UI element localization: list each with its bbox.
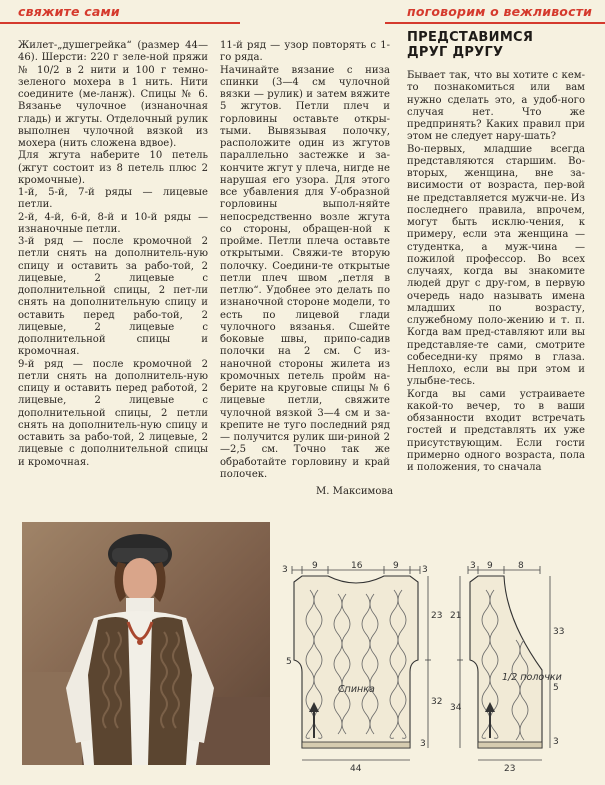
back-dim-top-mid: 16 (351, 561, 363, 571)
knitting-instructions-col1: Жилет-„душегрейка“ (размер 44—46). Шерсти: 220 г зеле-ной пряжи № 10/2 в 2 нити и 100 г темно-зеленого мохера в 1 нить. Нити соедините (ме-ланж). Спицы № 6. Вязанье чулочное (изнаночная гладь) и жгуты. Отделочный рулик выполнен чулочной вязкой из мохера (нить сложена вдвое). Для жгута наберите 10 петель (жгут состоит из 8 петель плюс 2 кромочные). 1-й, 5-й, 7-й ряды — лицевые петли. 2-й, 4-й, 6-й, 8-й и 10-й ряды — изнаночные петли. 3-й ряд — после кромочной 2 петли снять на дополнитель-ную спицу и оставить за рабо-той, 2 лицевые, 2 лицевые с дополнительной спицы, 2 пет-ли снять на дополнительную спицу и оставить перед рабо-той, 2 лицевые, 2 лицевые с дополнительной спицы и кромочная. 9-й ряд — после кромочной 2 петли снять на дополнитель-ную спицу и оставить перед работой, 2 лицевые, 2 лицевые с дополнительной спицы, 2 петли снять на дополнитель-ную спицу и оставить за рабо-той, 2 лицевые, 2 лицевые с дополнительной спицы и кромочная. (18, 40, 208, 468)
article-body: Бывает так, что вы хотите с кем-то познакомиться или вам нужно сделать это, а удоб-ного случая нет. Что же предпринять? Каких правил при этом не следует нару-шать? Во-первых, младшие всегда представляются старшим. Во-вторых, женщина, вне за-висимости от возраста, пер-вой не представляется мужчи-не. Из последнего правила, впрочем, могут быть исклю-чения, к примеру, если эта женщина — студентка, а муж-чина — пожилой профессор. Во всех случаях, когда вы знакомите людей друг с дру-гом, в первую очередь надо называть имена младших по возрасту, служебному поло-жению и т. п. Когда вам пред-ставляют или вы представляе-те сами, смотрите собеседни-ку прямо в глаза. Неплохо, если вы при этом и улыбне-тесь. Когда вы сами устраиваете какой-то вечер, то в ваши обязанности входит встречать гостей и представлять их уже присутствующим. Если гости примерно одного возраста, пола и положения, то сначала (407, 70, 585, 473)
back-dim-right-lower: 32 (431, 697, 443, 707)
front-dim-right-lower: 3 (553, 737, 559, 747)
knitting-instructions-col2: 11-й ряд — узор повторять с 1-го ряда. Начинайте вязание с низа спинки (3—4 см чулочной вязки — рулик) и затем вяжите 5 жгутов. Петли плеч и горловины оставьте откры-тыми. Вывязывая полочку, расположите один из жгутов параллельно застежке и за-кончите жгут у плеча, нигде не нарушая его узора. Для этого все убавления для У-образной горловины выпол-няйте непосредственно возле жгута со стороны, обращен-ной к пройме. Петли плеча оставьте открытыми. Свяжи-те вторую полочку. Соедини-те открытые петли плеч швом „петля в петлю“. Удобнее это делать по изнаночной стороне модели, то есть по лицевой глади чулочного вязанья. Сшейте боковые швы, припо-садив полочки на 2 см. С из-наночной стороны жилета из кромочных петель пройм на-берите на круговые спицы № 6 лицевые петли, свяжите чулочной вязкой 3—4 см и за-крепите не туго последний ряд — получится рулик ши-риной 2—2,5 см. Точно так же обработайте горловину и край полочек. (220, 40, 391, 480)
pattern-diagram (280, 560, 605, 775)
back-dim-top-right: 3 (422, 565, 428, 575)
front-dim-right-upper: 33 (553, 627, 565, 637)
front-dim-bottom-width: 23 (504, 764, 516, 774)
front-dim-left-upper: 21 (450, 611, 462, 621)
front-dim-top-right: 8 (518, 561, 524, 571)
back-dim-top-left: 3 (282, 565, 288, 575)
front-pattern-piece (450, 561, 564, 774)
section-header-right (385, 0, 605, 24)
model-photo (22, 522, 270, 765)
section-title-right: поговорим о вежливости (407, 4, 593, 19)
back-dim-top-mid-left: 9 (312, 561, 318, 571)
back-dim-bottom-hem: 3 (420, 739, 426, 749)
section-title-left: свяжите сами (18, 4, 120, 19)
back-dim-top-mid-right: 9 (393, 561, 399, 571)
section-header-left (0, 0, 240, 24)
article-title: ПРЕДСТАВИМСЯ ДРУГ ДРУГУ (407, 30, 534, 60)
front-dim-top-mid: 9 (487, 561, 493, 571)
author-signature: М. Максимова (316, 486, 394, 497)
back-dim-bottom-width: 44 (350, 764, 362, 774)
front-dim-top-left: 3 (470, 561, 476, 571)
back-dim-left-small: 5 (286, 657, 292, 667)
front-piece-label: 1/2 полочки (502, 672, 562, 683)
front-dim-left-lower: 34 (450, 703, 462, 713)
back-piece-label: Спинка (338, 684, 375, 695)
front-dim-right-mid: 5 (553, 683, 559, 693)
back-pattern-piece (282, 561, 442, 774)
back-dim-right-upper: 23 (431, 611, 443, 621)
